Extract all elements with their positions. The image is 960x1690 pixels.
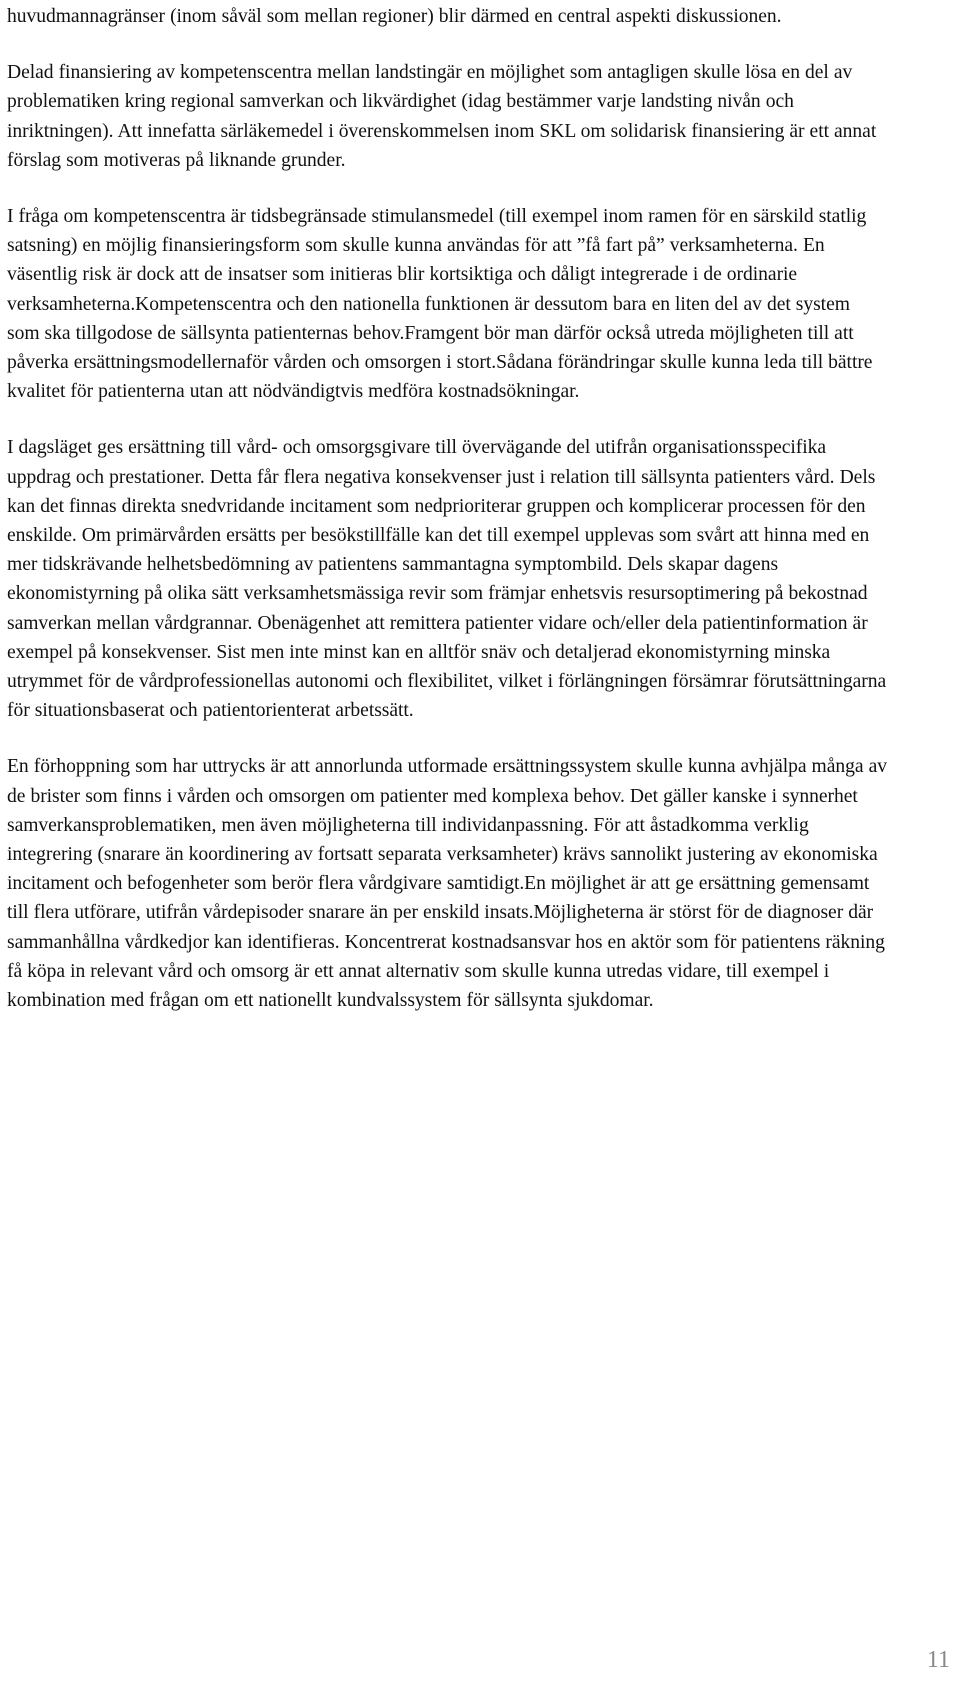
- paragraph-current-reimbursement: I dagsläget ges ersättning till vård- och omsorgsgivare till övervägande del utifrån organisationsspecifika uppdrag och prestationer. Detta får flera negativa konsekvenser just i relation till sällsynta patienters vård. Dels kan det finnas direkta snedvridande incitament som nedprioriterar gruppen och komplicerar processen för den enskilde. Om primärvården ersätts per besökstillfälle kan det till exempel upplevas som svårt att hinna med en mer tidskrävande helhetsbedömning av patientens sammantagna symptombild. Dels skapar dagens ekonomistyrning på olika sätt verksamhetsmässiga revir som främjar enhetsvis resursoptimering på bekostnad samverkan mellan vårdgrannar. Obenägenhet att remittera patienter vidare och/eller dela patientinformation är exempel på konsekvenser. Sist men inte minst kan en alltför snäv och detaljerad ekonomistyrning minska utrymmet för de vårdprofessionellas autonomi och flexibilitet, vilket i förlängningen försämrar förutsättningarna för situationsbaserat och patientorienterat arbetssätt.: [7, 437, 887, 722]
- paragraph-spacing: [7, 175, 887, 202]
- paragraph-spacing: [7, 406, 887, 433]
- document-page: [7, 0, 887, 1015]
- paragraph-future-systems: En förhoppning som har uttrycks är att annorlunda utformade ersättningssystem skulle kunna avhjälpa många av de brister som finns i vården och omsorgen om patienter med komplexa behov. Det gäller kanske i synnerhet samverkansproblematiken, men även möjligheterna till individanpassning. För att åstadkomma verklig integrering (snarare än koordinering av fortsatt separata verksamheter) krävs sannolikt justering av ekonomiska incitament och befogenheter som berör flera vårdgivare samtidigt.En möjlighet är att ge ersättning gemensamt till flera utförare, utifrån vårdepisoder snarare än per enskild insats.Möjligheterna är störst för de diagnoser där sammanhållna vårdkedjor kan identifieras. Koncentrerat kostnadsansvar hos en aktör som för patientens räkning få köpa in relevant vård och omsorg är ett annat alternativ som skulle kunna utredas vidare, till exempel i kombination med frågan om ett nationellt kundvalssystem för sällsynta sjukdomar.: [7, 756, 887, 1012]
- page-number: 11: [926, 1647, 950, 1673]
- paragraph-competence-centres: I fråga om kompetenscentra är tidsbegränsade stimulansmedel (till exempel inom ramen för en särskild statlig satsning) en möjlig finansieringsform som skulle kunna användas för att ”få fart på” verksamheterna. En väsentlig risk är dock att de insatser som initieras blir kortsiktiga och dåligt integrerade i de ordinarie verksamheterna.Kompetenscentra och den nationella funktionen är dessutom bara en liten del av det system som ska tillgodose de sällsynta patienternas behov.Framgent bör man därför också utreda möjligheten till att påverka ersättningsmodellernaför vården och omsorgen i stort.Sådana förändringar skulle kunna leda till bättre kvalitet för patienterna utan att nödvändigtvis medföra kostnadsökningar.: [7, 206, 873, 403]
- paragraph-spacing: [7, 31, 887, 58]
- paragraph-lead: huvudmannagränser (inom såväl som mellan regioner) blir därmed en central aspekti diskussionen.: [7, 6, 782, 27]
- paragraph-spacing: [7, 725, 887, 752]
- paragraph-shared-funding: Delad finansiering av kompetenscentra mellan landstingär en möjlighet som antagligen skulle lösa en del av problematiken kring regional samverkan och likvärdighet (idag bestämmer varje landsting nivån och inriktningen). Att innefatta särläkemedel i överenskommelsen inom SKL om solidarisk finansiering är ett annat förslag som motiveras på liknande grunder.: [7, 62, 877, 171]
